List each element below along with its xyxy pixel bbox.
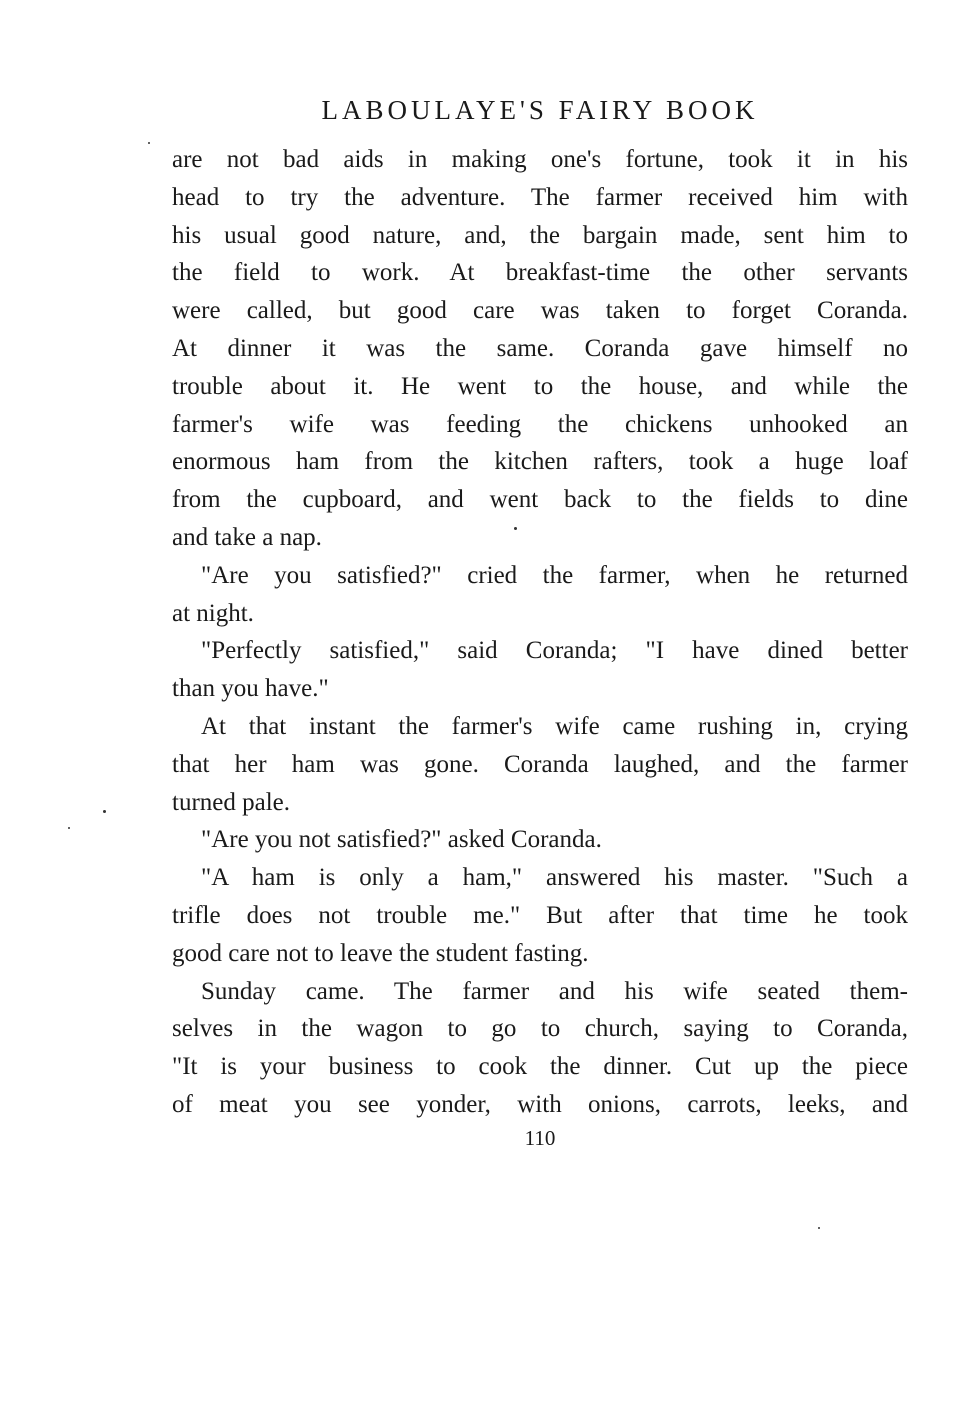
page-text bbox=[172, 141, 908, 1124]
paragraph bbox=[172, 821, 908, 859]
text-line: are not bad aids in making one's fortune, took it in his bbox=[172, 146, 908, 173]
text-line: were called, but good care was taken to forget Coranda. bbox=[172, 297, 908, 325]
text-line: "A ham is only a ham," answered his master. "Such a bbox=[201, 864, 908, 892]
scan-speck bbox=[148, 142, 150, 144]
scan-speck bbox=[818, 1227, 820, 1229]
text-line: selves in the wagon to go to church, saying to Coranda, bbox=[172, 1015, 908, 1043]
text-line: "Perfectly satisfied," said Coranda; "I have dined better bbox=[201, 637, 908, 665]
text-line: than you have." bbox=[172, 675, 329, 703]
running-title: LABOULAYE'S FAIRY BOOK bbox=[321, 95, 759, 125]
text-line: farmer's wife was feeding the chickens unhooked an bbox=[172, 410, 908, 438]
text-line: that her ham was gone. Coranda laughed, and the farmer bbox=[172, 750, 908, 778]
text-line: trouble about it. He went to the house, and while the bbox=[172, 372, 908, 400]
paragraph bbox=[172, 141, 908, 557]
text-line: Sunday came. The farmer and his wife seated them- bbox=[201, 977, 908, 1005]
text-line: the field to work. At breakfast-time the other servants bbox=[172, 259, 908, 287]
text-line: and take a nap. bbox=[172, 523, 322, 551]
paragraph bbox=[172, 973, 908, 1124]
text-line: turned pale. bbox=[172, 788, 291, 816]
paragraph bbox=[172, 557, 908, 633]
paragraph bbox=[172, 708, 908, 821]
text-line: "It is your business to cook the dinner. Cut up the piece bbox=[172, 1053, 908, 1081]
text-line: from the cupboard, and went back to the fields to dine bbox=[172, 486, 908, 514]
scan-speck bbox=[514, 527, 517, 530]
scan-speck bbox=[68, 827, 70, 829]
text-line: head to try the adventure. The farmer received him with bbox=[172, 183, 908, 211]
text-line: of meat you see yonder, with onions, carrots, leeks, and bbox=[172, 1090, 908, 1118]
text-line: "Are you satisfied?" cried the farmer, when he returned bbox=[201, 561, 908, 589]
page-number: 110 bbox=[524, 1126, 556, 1150]
text-line: good care not to leave the student fasting. bbox=[172, 939, 589, 967]
paragraph bbox=[172, 632, 908, 708]
text-line: trifle does not trouble me." But after that time he took bbox=[172, 901, 908, 929]
text-line: his usual good nature, and, the bargain made, sent him to bbox=[172, 221, 908, 249]
scan-speck bbox=[103, 810, 106, 813]
paragraph bbox=[172, 859, 908, 972]
text-line: enormous ham from the kitchen rafters, took a huge loaf bbox=[172, 448, 908, 476]
text-line: At dinner it was the same. Coranda gave himself no bbox=[172, 334, 908, 362]
text-line: "Are you not satisfied?" asked Coranda. bbox=[201, 826, 602, 854]
text-line: at night. bbox=[172, 599, 254, 627]
text-line: At that instant the farmer's wife came rushing in, crying bbox=[201, 712, 908, 740]
